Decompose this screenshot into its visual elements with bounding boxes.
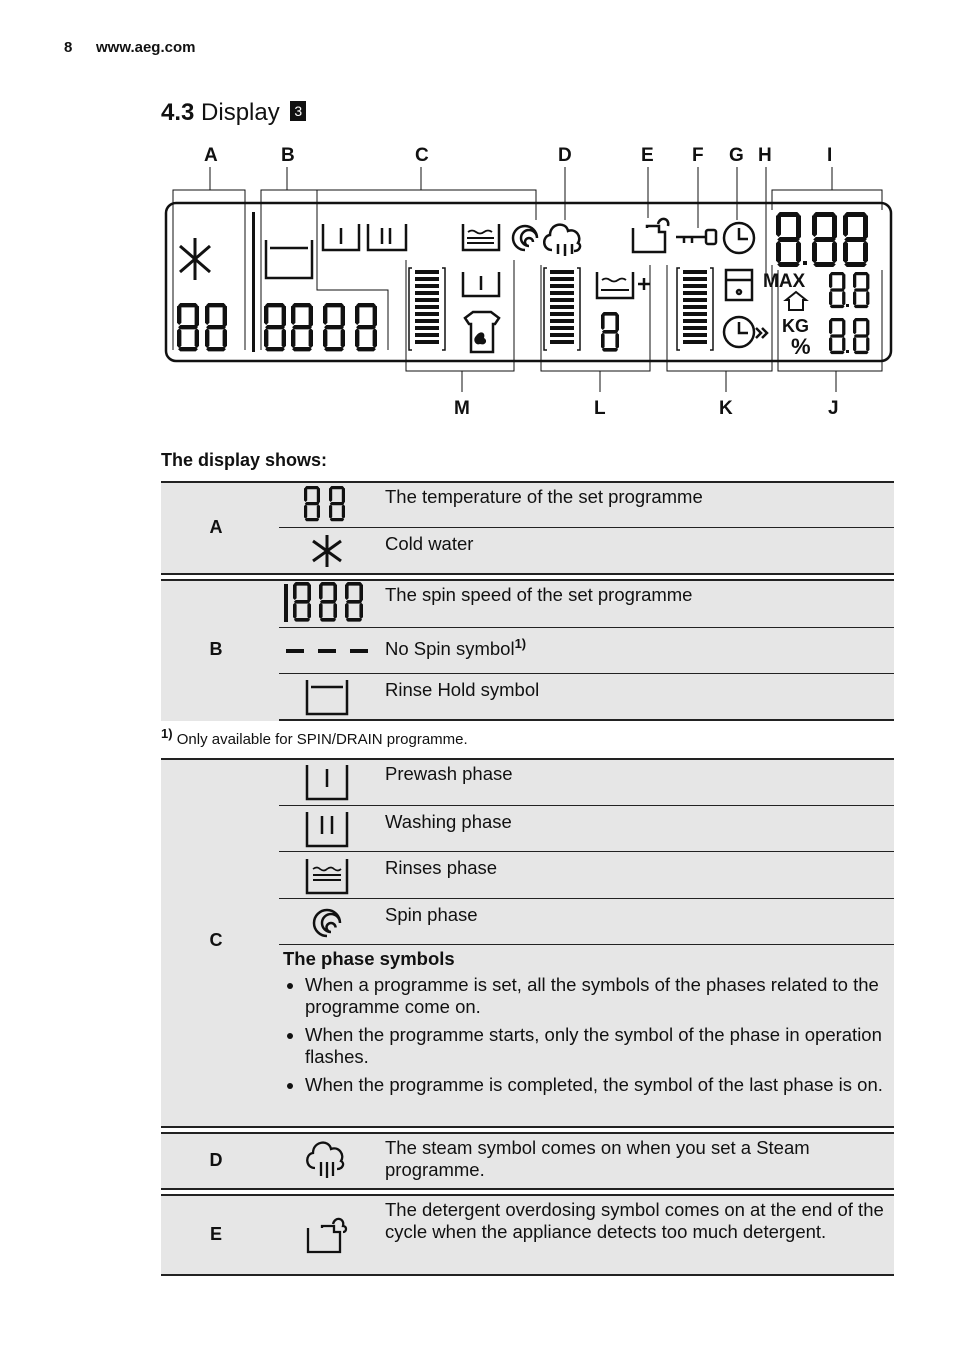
- figure-ref-badge: 3: [290, 101, 306, 121]
- table-row: [279, 851, 894, 899]
- table-row: [279, 579, 894, 627]
- page-number: 8: [64, 39, 73, 56]
- section-number: 4.3: [161, 99, 195, 126]
- header-url[interactable]: www.aeg.com: [96, 39, 196, 56]
- label-l: L: [594, 398, 606, 419]
- row-text: Spin phase: [385, 904, 478, 925]
- table-group-e: [161, 1194, 894, 1276]
- row-text: Rinses phase: [385, 857, 498, 878]
- wash-icon: [279, 806, 374, 852]
- prewash-icon: [279, 758, 374, 805]
- section-title: [161, 99, 306, 127]
- row-letter-b: B: [209, 639, 223, 659]
- row-text: The detergent overdosing symbol comes on at the end of the cycle when the appliance detects too much detergent.: [385, 1199, 884, 1242]
- row-text: The temperature of the set programme: [385, 486, 703, 507]
- no-spin-label: No Spin symbol: [385, 638, 515, 660]
- table-group-d: [161, 1132, 894, 1190]
- footnote-mark: 1): [161, 726, 173, 741]
- row-text: The steam symbol comes on when you set a Steam programme.: [385, 1137, 810, 1180]
- label-h: H: [758, 145, 772, 166]
- row-letter-a: A: [209, 517, 223, 537]
- list-item: • When the programme is completed, the symbol of the last phase is on.: [305, 1074, 884, 1096]
- label-i: I: [827, 145, 833, 166]
- label-m: M: [454, 398, 470, 419]
- table-group-a: [161, 481, 894, 575]
- phase-symbols-block: [279, 944, 894, 1127]
- temperature-digits-icon: [279, 481, 374, 527]
- label-b: B: [281, 145, 295, 166]
- label-g: G: [729, 145, 744, 166]
- row-letter-c: C: [209, 930, 223, 950]
- phase-symbols-title: The phase symbols: [283, 948, 455, 969]
- row-text: Cold water: [385, 533, 474, 554]
- phase-symbols-list: [283, 974, 884, 1096]
- table-row: [279, 758, 894, 805]
- percent-text: %: [791, 334, 811, 359]
- detergent-overdosing-icon: [279, 1194, 374, 1274]
- section-title-text: Display: [201, 99, 280, 126]
- table-row: [279, 481, 894, 527]
- no-spin-icon: [279, 628, 374, 674]
- table-row: [279, 527, 894, 574]
- table-row: [279, 898, 894, 945]
- rinse-icon: [279, 852, 374, 899]
- display-shows-heading: The display shows:: [161, 450, 328, 470]
- kg-text: KG: [782, 316, 809, 336]
- table-row: [279, 805, 894, 852]
- label-f: F: [692, 145, 704, 166]
- table-group-c: [161, 758, 894, 1128]
- table-row: [279, 1132, 894, 1188]
- table-group-b: [161, 579, 894, 721]
- table-row: [279, 627, 894, 674]
- list-item: • When a programme is set, all the symbols of the phases related to the programme come on.: [305, 974, 884, 1018]
- footnote-text: Only available for SPIN/DRAIN programme.: [176, 731, 468, 748]
- row-text: Rinse Hold symbol: [385, 679, 540, 700]
- rinse-hold-icon: [279, 674, 374, 720]
- row-text: [385, 633, 884, 660]
- footnote-ref: 1): [514, 636, 527, 651]
- list-item: • When the programme starts, only the symbol of the phase in operation flashes.: [305, 1024, 884, 1068]
- label-e: E: [641, 145, 654, 166]
- label-c: C: [415, 145, 429, 166]
- table-row: [279, 1194, 894, 1274]
- label-a: A: [204, 145, 218, 166]
- row-letter-d: D: [209, 1150, 223, 1170]
- row-text: Prewash phase: [385, 763, 513, 784]
- label-k: K: [719, 398, 733, 419]
- cold-water-icon: [279, 528, 374, 574]
- spin-speed-digits-icon: [279, 579, 374, 627]
- row-text: The spin speed of the set programme: [385, 584, 693, 605]
- footnote: [161, 726, 468, 748]
- display-diagram: [160, 140, 900, 425]
- row-text: Washing phase: [385, 811, 512, 832]
- spin-icon: [279, 899, 374, 945]
- label-d: D: [558, 145, 572, 166]
- max-text: MAX: [763, 271, 806, 292]
- steam-icon: [279, 1132, 374, 1188]
- row-letter-e: E: [209, 1224, 222, 1244]
- label-j: J: [828, 398, 839, 419]
- table-row: [279, 673, 894, 720]
